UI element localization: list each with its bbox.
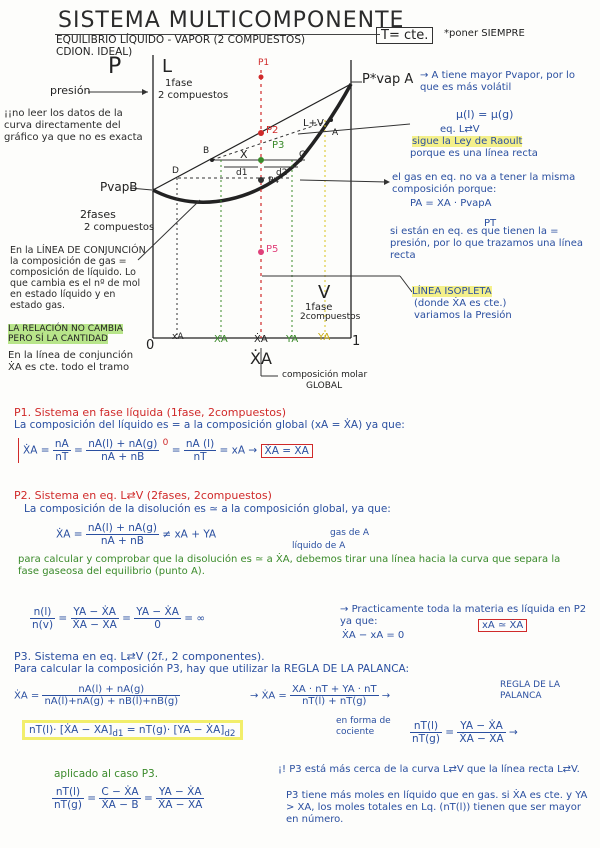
axis-tick-XA-green: XA: [214, 334, 228, 345]
note-linea-conjuncion-text: En la LÍNEA DE CONJUNCIÓN la composición de gas = composición de líquido. Lo que cambia es el nº de mol en estado líquido y en estado gas.: [10, 245, 146, 311]
label-A: A: [332, 128, 339, 138]
p1-line: La composición del líquido es = a la composición global (xA = ẊA) ya que:: [14, 419, 405, 431]
p3-ap-2: $\frac{\text{C − ẊA}}{\text{ẊA − B}}$: [101, 786, 139, 811]
note-isopleta-title: [412, 286, 492, 297]
p3-ap-3: $\frac{\text{YA − ẊA}}{\text{ẊA − XA}}$: [158, 786, 203, 811]
point-A: [329, 118, 333, 122]
axis-label-global: GLOBAL: [306, 381, 343, 391]
page-title: SISTEMA MULTICOMPONENTE: [58, 8, 405, 33]
p3-aplicado-eq: $\frac{nT(l)}{nT(g)}$ = $\frac{\text{C − ẊA}}{\text{ẊA − B}}$ = $\frac{\text{YA − ẊA}}{\text{ẊA − XA}}$: [54, 786, 203, 811]
region-label-L: L: [162, 56, 173, 77]
region-label-1fase-top: 1fase: [165, 78, 193, 89]
p3-lev-box2: YA − ẊA: [177, 724, 221, 736]
p3-lev-d1: d1: [112, 729, 124, 740]
p2-lhs: ẊA =: [56, 528, 83, 541]
arrow-gas-eq: [300, 180, 388, 182]
label-P2: P2: [266, 125, 279, 136]
label-B: B: [203, 146, 210, 156]
p3-arrow-lhs: ẊA =: [261, 690, 287, 702]
p3-lhs: ẊA =: [14, 690, 40, 702]
p2-ratio-2: $\frac{\text{YA − ẊA}}{\text{ẊA − XA}}$: [72, 606, 117, 631]
note-sigue-text: sigue la Ley de Raoult: [412, 136, 523, 147]
p2-approx: ≠ xA + YA: [162, 528, 217, 541]
vapour-curve: [153, 84, 351, 202]
axis-tick-0: 0: [146, 338, 155, 353]
region-label-1fase-bot: 1fase: [305, 302, 333, 313]
point-P1: [259, 75, 264, 80]
label-pvapA: P*vap A: [362, 72, 414, 87]
point-P4: [258, 177, 264, 183]
p3-lev-d2: d2: [224, 729, 236, 740]
p3-line: [14, 663, 409, 675]
note-eq: eq. L⇄V: [440, 124, 480, 135]
note-no-leer-text: ¡¡no leer los datos de la curva directamente del gráfico ya que no es exacta: [4, 108, 143, 143]
p2-practic: → Practicamente toda la materia es líquida en P2 ya que:: [340, 604, 587, 627]
note-a-mayor-text: → A tiene mayor Pvapor, por lo que es más volátil: [420, 70, 575, 93]
p2-ratio-1: $\frac{n(l)}{n(v)}$: [32, 606, 54, 631]
note-isopleta-1: (donde ẊA es cte.): [414, 298, 507, 309]
p2-frac-1: $\frac{nA(l) + nA(g)}{nA + nB}$: [87, 522, 157, 547]
p3-regla-right: [500, 680, 590, 702]
p3-line-text: Para calcular la composición P3, hay que utilizar la REGLA DE LA PALANCA:: [14, 663, 410, 675]
p3-lev-l: nT(l)·: [29, 724, 57, 736]
region-label-2comp-mid: 2 compuestos: [84, 222, 155, 233]
region-label-2comp-top: 2 compuestos: [158, 90, 229, 101]
p3-lever: [22, 724, 243, 739]
p1-frac-2: $\frac{nA(l) + nA(g)}{nA + nB}$: [88, 438, 158, 463]
note-a-mayor: [420, 70, 596, 94]
p2-equation: [56, 522, 216, 547]
p2-practic-eq: ẊA − xA = 0: [342, 630, 405, 641]
region-label-LV: L+V: [303, 118, 324, 129]
note-mu: μ(l) = μ(g): [456, 108, 514, 121]
p2-ratio-3: $\frac{\text{YA − ẊA}}{0}$: [136, 606, 179, 631]
p3-fr-2: $\frac{\text{YA − ẊA}}{\text{ẊA − XA}}$: [459, 720, 504, 745]
p3-title: P3. Sistema en eq. L⇄V (2f., 2 componentes).: [14, 650, 265, 663]
note-pt-formula: PT: [484, 218, 497, 229]
subtitle-line-1: EQUILIBRIO LÍQUIDO - VAPOR (2 COMPUESTOS): [56, 34, 306, 46]
p3-note1: [278, 764, 590, 776]
label-presion: presión: [50, 84, 91, 97]
note-relacion-text: LA RELACIÓN NO CAMBIA PERO SÍ LA CANTIDAD: [8, 324, 123, 344]
label-P4: P4: [268, 176, 280, 186]
p3-forma-text: en forma de cociente: [336, 716, 391, 737]
label-D: D: [172, 166, 179, 176]
note-linea-conjuncion: [10, 245, 146, 311]
note-isopleta-2: variamos la Presión: [414, 310, 512, 321]
note-si-estan: [390, 226, 592, 262]
subtitle-line-2: CDION. IDEAL): [56, 46, 133, 58]
point-P2: [258, 130, 264, 136]
axis-tick-YA-yellow: YA: [318, 332, 331, 343]
axis-label-P: P: [108, 54, 122, 79]
p3-note2: [286, 790, 590, 826]
p3-eq2: → ẊA = $\frac{XA \cdot nT + YA \cdot nT}{nT(l) + nT(g)}$ →: [250, 684, 391, 707]
p3-forma: [336, 716, 406, 738]
p1-lhs: ẊA =: [23, 444, 50, 457]
point-P5: [258, 249, 264, 255]
label-d2: d2: [276, 168, 288, 178]
p2-line: La composición de la disolución es ≃ a la composición global, ya que:: [24, 503, 391, 515]
p1-eq-xa: = xA: [219, 444, 246, 457]
note-en-linea-text: En la línea de conjunción ẊA es cte. todo el tramo: [8, 350, 134, 373]
p2-practic-text: Practicamente toda la materia es líquida en P2 ya que:: [340, 604, 587, 627]
p3-aplicado: aplicado al caso P3.: [54, 768, 159, 780]
note-porque: porque es una línea recta: [410, 148, 538, 159]
p3-fr-1: $\frac{nT(l)}{nT(g)}$: [412, 720, 440, 745]
temperature-box: T= cte.: [376, 27, 433, 44]
p1-zero: 0: [162, 438, 169, 448]
point-P3: [258, 157, 264, 163]
region-label-V: V: [318, 282, 331, 303]
axis-tick-xA-circ: ẊA: [254, 334, 268, 345]
note-en-linea: [8, 350, 140, 374]
p3-cociente: $\frac{nT(l)}{nT(g)}$ = $\frac{\text{YA − ẊA}}{\text{ẊA − XA}}$ →: [412, 720, 518, 745]
region-label-2comp-bot: 2compuestos: [300, 312, 361, 322]
p3-note1-text: ¡! P3 está más cerca de la curva L⇄V que la línea recta L⇄V.: [278, 764, 580, 775]
label-C: C: [299, 150, 306, 160]
p2-title: [14, 489, 272, 502]
region-label-2fases: 2fases: [80, 208, 116, 221]
axis-label-comp: composición molar: [282, 370, 368, 380]
header-note: *poner SIEMPRE: [444, 28, 525, 39]
note-no-leer: [4, 108, 150, 144]
p2-liq: líquido de A: [292, 541, 346, 551]
label-P1: P1: [258, 58, 270, 68]
p3-frac-2: $\frac{XA \cdot nT + YA \cdot nT}{nT(l) + nT(g)}$: [292, 684, 377, 707]
label-X: X: [240, 148, 248, 161]
p2-calc-text: para calcular y comprobar que la disolución es ≃ a ẊA, debemos tirar una línea hacia la curva que separa la fase gaseosa del equilibrio (punto A).: [18, 554, 561, 577]
p3-lever-box: nT(l)· [ẊA − $XA]_{d1} = nT(g)\cdot [YA$ − $ẊA]_{d2}$: [22, 720, 243, 740]
p1-frac-3: $\frac{nA (l)}{nT}$: [185, 438, 215, 463]
p3-lev-box1: ẊA − XA: [63, 724, 109, 736]
axis-tick-xa: xA: [172, 332, 184, 342]
label-P5: P5: [266, 244, 279, 255]
p2-title-text: P2. Sistema en eq. L⇄V (2fases, 2compuestos): [14, 489, 272, 502]
p3-ap-1: $\frac{nT(l)}{nT(g)}$: [54, 786, 82, 811]
arrow-isopleta-2: [400, 276, 412, 292]
p3-regla-right-text: REGLA DE LA PALANCA: [500, 680, 561, 701]
note-si-estan-text: si están en eq. es que tienen la = presión, por lo que trazamos una línea recta: [390, 226, 583, 261]
p1-title: [14, 406, 286, 419]
note-sigue: [412, 136, 522, 147]
p3-frac-1: $\frac{nA(l) + nA(g)}{nA(l)+nA(g) + nB(l)+nB(g)}$: [44, 684, 179, 707]
p1-result: ẊA = XA: [261, 444, 313, 458]
note-gas-no-eq-text: el gas en eq. no va a tener la misma composición porque:: [392, 172, 576, 195]
p1-equation: ẊA = $\frac{nA}{nT}$ = $\frac{nA(l) + nA(g)}{nA + nB}$ 0 = $\frac{nA (l)}{nT}$ = xA → ẊA = XA: [18, 438, 313, 463]
p2-result-text: xA ≃ ẊA: [478, 619, 527, 632]
axis-tick-YA-green: YA: [286, 334, 299, 345]
arrow-gas-eq-head: [384, 179, 390, 185]
p1-frac-1: $\frac{nA}{nT}$: [54, 438, 69, 463]
axis-tick-1: 1: [352, 334, 361, 349]
p3-note2-text: P3 tiene más moles en líquido que en gas. si ẊA es cte. y YA > XA, los moles totales en Lq. (nT(l)) tienen que ser mayor en número.: [286, 790, 588, 825]
p1-title-text: P1. Sistema en fase líquida (1fase, 2compuestos): [14, 406, 287, 419]
note-gas-no-eq: [392, 172, 592, 196]
p2-inf: = ∞: [184, 612, 206, 625]
note-isopleta-title-text: LÍNEA ISOPLETA: [412, 286, 492, 297]
p2-ratio: $\frac{n(l)}{n(v)}$ = $\frac{\text{YA − ẊA}}{\text{ẊA − XA}}$ = $\frac{\text{YA − ẊA}}{0}$ = ∞: [32, 606, 206, 631]
arrow-presion-head: [142, 89, 148, 95]
p3-eq1: [14, 684, 180, 707]
label-P3: P3: [272, 140, 285, 151]
p2-calc: [18, 554, 578, 578]
p2-gas: gas de A: [330, 528, 370, 538]
p2-result: [478, 620, 527, 631]
label-d1: d1: [236, 168, 248, 178]
note-pa-formula: PA = XA · PvapA: [410, 198, 492, 209]
point-B: [210, 158, 214, 162]
p3-lev-mid: = nT(g)·: [126, 724, 171, 736]
note-relacion: [8, 324, 148, 344]
label-pvapB: PvapB: [100, 180, 138, 194]
axis-label-big-XA: ẊA: [250, 349, 272, 368]
